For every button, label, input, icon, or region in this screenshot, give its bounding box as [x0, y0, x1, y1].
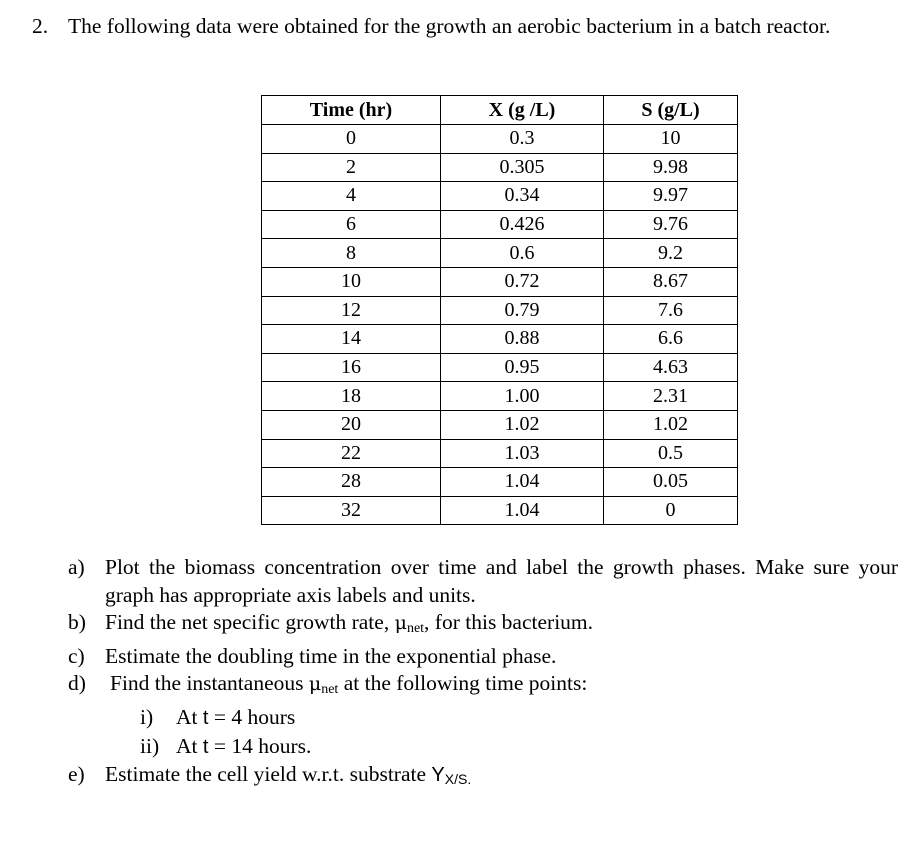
- time-symbol: t: [202, 706, 209, 729]
- time-cell: 6: [262, 210, 441, 239]
- problem-text: The following data were obtained for the growth an aerobic bacterium in a batch reactor.: [68, 14, 831, 38]
- question-e: [68, 761, 898, 794]
- substrate-cell: 0.05: [604, 468, 738, 497]
- table-row: [262, 153, 738, 182]
- biomass-cell: 0.426: [441, 210, 604, 239]
- data-table: [261, 95, 738, 525]
- question-d-label: d): [68, 671, 86, 696]
- time-cell: 22: [262, 439, 441, 468]
- biomass-cell: 0.34: [441, 182, 604, 211]
- header-time: Time (hr): [262, 96, 441, 125]
- sub-question-i: [68, 704, 898, 733]
- time-cell: 14: [262, 325, 441, 354]
- sub-question-ii-pre: At: [176, 733, 203, 758]
- time-cell: 16: [262, 353, 441, 382]
- biomass-cell: 0.79: [441, 296, 604, 325]
- sub-question-i-post: = 4 hours: [208, 704, 296, 729]
- biomass-cell: 0.6: [441, 239, 604, 268]
- sub-question-ii-post: = 14 hours.: [208, 733, 312, 758]
- question-e-label: e): [68, 762, 85, 787]
- time-cell: 20: [262, 410, 441, 439]
- biomass-cell: 1.00: [441, 382, 604, 411]
- table-row: [262, 210, 738, 239]
- time-cell: 2: [262, 153, 441, 182]
- question-b: [68, 609, 898, 643]
- substrate-cell: 0: [604, 496, 738, 525]
- biomass-cell: 0.95: [441, 353, 604, 382]
- yield-symbol: Y: [431, 764, 445, 787]
- time-cell: 8: [262, 239, 441, 268]
- substrate-cell: 1.02: [604, 410, 738, 439]
- sub-question-i-label: i): [140, 704, 154, 729]
- biomass-cell: 0.3: [441, 125, 604, 154]
- table-row: [262, 382, 738, 411]
- sub-question-ii-label: ii): [140, 733, 160, 758]
- yield-subscript: X/S.: [444, 771, 472, 788]
- question-c-label: c): [68, 643, 85, 668]
- mu-symbol: μ: [394, 612, 407, 635]
- table-row: [262, 468, 738, 497]
- time-cell: 18: [262, 382, 441, 411]
- substrate-cell: 6.6: [604, 325, 738, 354]
- question-b-text: [105, 609, 898, 643]
- table-row: [262, 410, 738, 439]
- substrate-cell: 2.31: [604, 382, 738, 411]
- biomass-cell: 0.305: [441, 153, 604, 182]
- substrate-cell: 9.76: [604, 210, 738, 239]
- substrate-cell: 9.97: [604, 182, 738, 211]
- question-b-pre: Find the net specific growth rate,: [105, 610, 395, 635]
- biomass-cell: 1.03: [441, 439, 604, 468]
- substrate-cell: 8.67: [604, 267, 738, 296]
- question-e-text: [105, 761, 898, 794]
- table-row: [262, 125, 738, 154]
- question-b-post: , for this bacterium.: [424, 610, 594, 635]
- question-list: [68, 554, 898, 794]
- mu-subscript: net: [406, 621, 425, 637]
- question-a: [68, 554, 898, 609]
- table-row: [262, 325, 738, 354]
- substrate-cell: 9.2: [604, 239, 738, 268]
- table-row: [262, 267, 738, 296]
- table-row: [262, 353, 738, 382]
- biomass-cell: 1.02: [441, 410, 604, 439]
- table-row: [262, 296, 738, 325]
- biomass-cell: 1.04: [441, 496, 604, 525]
- question-d-text: [110, 670, 898, 704]
- header-substrate: S (g/L): [604, 96, 738, 125]
- substrate-cell: 4.63: [604, 353, 738, 382]
- biomass-cell: 1.04: [441, 468, 604, 497]
- biomass-cell: 0.72: [441, 267, 604, 296]
- question-d-post: at the following time points:: [338, 671, 588, 696]
- time-cell: 28: [262, 468, 441, 497]
- table-row: [262, 496, 738, 525]
- question-d-pre: Find the instantaneous: [110, 671, 309, 696]
- time-cell: 12: [262, 296, 441, 325]
- table-row: [262, 182, 738, 211]
- sub-question-ii: [68, 733, 898, 762]
- time-cell: 32: [262, 496, 441, 525]
- question-d: [68, 670, 898, 704]
- biomass-cell: 0.88: [441, 325, 604, 354]
- table-header-row: [262, 96, 738, 125]
- time-cell: 0: [262, 125, 441, 154]
- question-a-label: a): [68, 555, 85, 579]
- substrate-cell: 9.98: [604, 153, 738, 182]
- problem-number: 2.: [32, 14, 49, 38]
- substrate-cell: 7.6: [604, 296, 738, 325]
- time-cell: 10: [262, 267, 441, 296]
- table-body: [262, 125, 738, 525]
- time-cell: 4: [262, 182, 441, 211]
- question-a-text: Plot the biomass concentration over time and label the growth phases. Make sure your graph has appropriate axis labels and units.: [105, 555, 898, 607]
- question-e-pre: Estimate the cell yield w.r.t. substrate: [105, 762, 432, 787]
- question-b-label: b): [68, 610, 86, 635]
- table-row: [262, 439, 738, 468]
- sub-question-i-pre: At: [176, 704, 203, 729]
- header-biomass: X (g /L): [441, 96, 604, 125]
- problem-statement: [32, 13, 898, 40]
- substrate-cell: 10: [604, 125, 738, 154]
- time-symbol: t: [202, 735, 209, 758]
- question-c-text: Estimate the doubling time in the exponential phase.: [105, 643, 557, 668]
- table-row: [262, 239, 738, 268]
- mu-subscript: net: [321, 682, 339, 698]
- question-c: [68, 643, 898, 671]
- mu-symbol: μ: [308, 673, 322, 696]
- substrate-cell: 0.5: [604, 439, 738, 468]
